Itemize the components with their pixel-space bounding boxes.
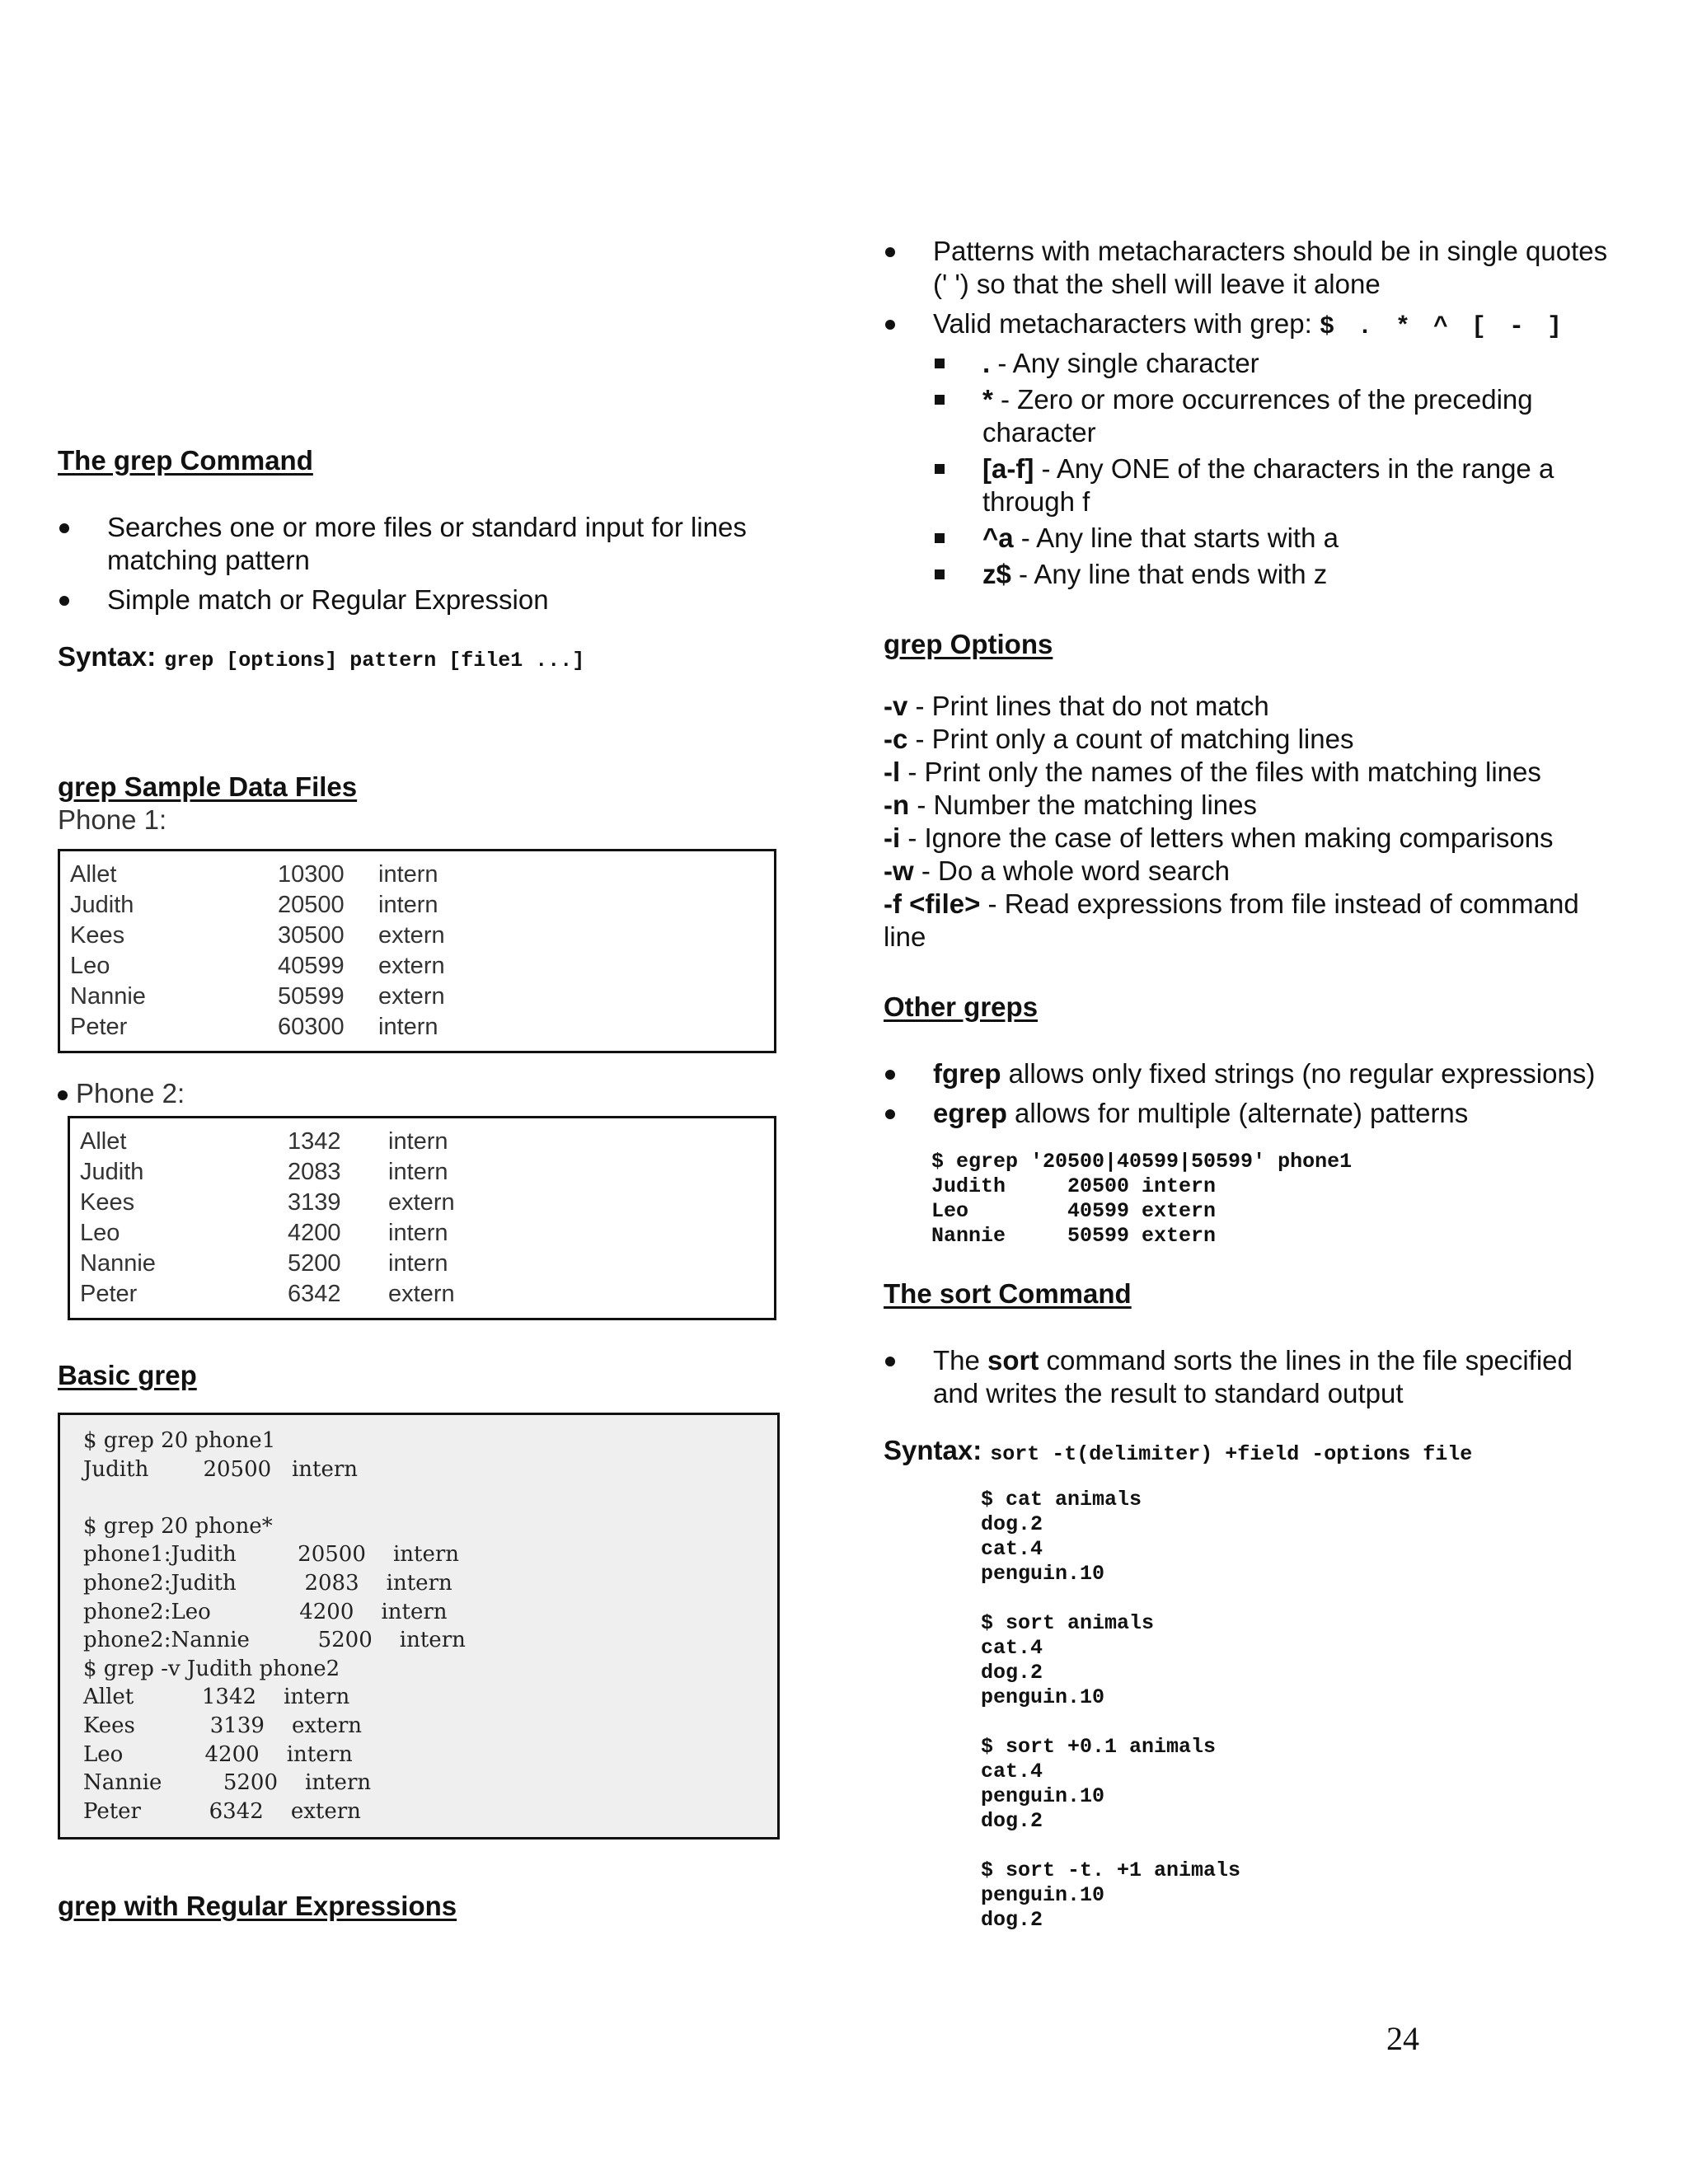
table-cell: 40599 (278, 953, 345, 979)
table-row (70, 1249, 774, 1279)
option-item: -c - Print only a count of matching lines (884, 724, 1354, 754)
table-row (70, 1157, 774, 1188)
basic-grep-heading: Basic grep (58, 1360, 197, 1390)
left-column (58, 445, 791, 1922)
right-column (884, 235, 1625, 1933)
option-item: -l - Print only the names of the files with matching lines (884, 757, 1541, 787)
table-cell: intern (388, 1250, 448, 1277)
list-item (884, 307, 1625, 591)
phone2-table (68, 1116, 776, 1320)
table-row (60, 982, 774, 1012)
table-cell: intern (388, 1128, 448, 1155)
table-cell: extern (388, 1189, 455, 1216)
table-row (60, 1012, 774, 1043)
egrep-code: $ egrep '20500|40599|50599' phone1 Judith 20500 intern Leo 40599 extern Nannie 50599 extern (931, 1150, 1353, 1248)
table-cell: 4200 (288, 1220, 341, 1246)
option-item: -f <file> - Read expressions from file instead of command line (884, 888, 1579, 952)
table-cell: extern (378, 983, 445, 1010)
grep-options-list (884, 690, 1625, 954)
list-item: egrep allows for multiple (alternate) patterns (884, 1097, 1625, 1130)
table-cell: intern (378, 892, 438, 918)
table-row (60, 860, 774, 890)
list-item: Patterns with metacharacters should be in single quotes (' ') so that the shell will leave it alone (884, 235, 1625, 301)
table-row (70, 1188, 774, 1218)
table-cell: Peter (70, 1014, 128, 1040)
table-row (70, 1127, 774, 1157)
table-cell: 2083 (288, 1159, 341, 1185)
regex-heading: grep with Regular Expressions (58, 1891, 457, 1922)
table-row (60, 951, 774, 982)
table-cell: 5200 (288, 1250, 341, 1277)
table-cell: 3139 (288, 1189, 341, 1216)
list-item: . - Any single character (933, 347, 1625, 380)
sort-examples: $ cat animals dog.2 cat.4 penguin.10 $ sort animals cat.4 dog.2 penguin.10 $ sort +0.1 animals cat.4 penguin.10 dog.2 $ sort -t. +1 animals penguin.10 dog.2 (981, 1488, 1241, 1932)
grep-options-heading: grep Options (884, 629, 1053, 659)
grep-syntax (58, 641, 791, 673)
table-cell: 30500 (278, 922, 345, 949)
table-cell: intern (388, 1220, 448, 1246)
table-cell: Nannie (70, 983, 146, 1010)
table-cell: extern (378, 922, 445, 949)
option-item: -n - Number the matching lines (884, 790, 1258, 820)
phone2-caption (58, 1078, 791, 1109)
list-item: z$ - Any line that ends with z (933, 558, 1625, 591)
list-item: * - Zero or more occurrences of the preceding character (933, 383, 1625, 449)
phone1-table (58, 849, 776, 1053)
table-cell: intern (378, 861, 438, 888)
table-row (60, 890, 774, 921)
table-row (70, 1218, 774, 1249)
option-item: -i - Ignore the case of letters when making comparisons (884, 823, 1554, 853)
metachar-list: $ . * ^ [ - ] (1319, 313, 1562, 341)
table-cell: Judith (80, 1159, 144, 1185)
syntax-command: sort -t(delimiter) +field -options file (990, 1442, 1473, 1466)
other-greps-list (884, 1057, 1625, 1130)
table-cell: Leo (70, 953, 110, 979)
table-cell: intern (378, 1014, 438, 1040)
table-cell: 50599 (278, 983, 345, 1010)
list-item: The sort command sorts the lines in the file specified and writes the result to standard output (884, 1344, 1625, 1410)
bullet-icon (58, 1090, 68, 1100)
sample-files-heading: grep Sample Data Files (58, 771, 358, 802)
table-cell: extern (378, 953, 445, 979)
metachar-bullet-list (884, 235, 1625, 591)
syntax-label: Syntax: (58, 641, 157, 672)
metachar-label: Valid metacharacters with grep: (933, 308, 1312, 339)
sort-syntax (884, 1435, 1625, 1466)
table-cell: 60300 (278, 1014, 345, 1040)
other-greps-heading: Other greps (884, 991, 1039, 1022)
table-cell: Allet (80, 1128, 127, 1155)
syntax-label: Syntax: (884, 1435, 982, 1465)
list-item: Searches one or more files or standard input for lines matching pattern (58, 511, 791, 577)
metachar-sublist (933, 347, 1625, 591)
basic-grep-code: $ grep 20 phone1 Judith 20500 intern $ grep 20 phone* phone1:Judith 20500 intern phone2:Judith 2083 intern phone2:Leo 4200 intern phone2:Nannie 5200 intern $ grep -v Judith phone2 Allet 1342 intern Kees 3139 extern Leo 4200 intern Nannie 5200 intern Peter 6342 extern (58, 1413, 780, 1840)
syntax-command: grep [options] pattern [file1 ...] (164, 649, 585, 673)
table-cell: Judith (70, 892, 134, 918)
phone2-label: Phone 2: (76, 1078, 185, 1108)
list-item: fgrep allows only fixed strings (no regular expressions) (884, 1057, 1625, 1090)
sort-bullet-list (884, 1344, 1625, 1410)
list-item: ^a - Any line that starts with a (933, 522, 1625, 555)
table-cell: Kees (70, 922, 125, 949)
table-cell: Allet (70, 861, 117, 888)
list-item: [a-f] - Any ONE of the characters in the range a through f (933, 452, 1625, 518)
table-cell: 10300 (278, 861, 345, 888)
table-row (60, 921, 774, 951)
sort-heading: The sort Command (884, 1278, 1132, 1309)
table-cell: Leo (80, 1220, 120, 1246)
table-cell: extern (388, 1281, 455, 1307)
list-item: Simple match or Regular Expression (58, 583, 791, 616)
grep-bullet-list (58, 511, 791, 616)
table-cell: intern (388, 1159, 448, 1185)
table-row (70, 1279, 774, 1310)
table-cell: Kees (80, 1189, 135, 1216)
table-cell: 20500 (278, 892, 345, 918)
table-cell: Nannie (80, 1250, 156, 1277)
table-cell: 1342 (288, 1128, 341, 1155)
page-number: 24 (1386, 2020, 1419, 2057)
table-cell: 6342 (288, 1281, 341, 1307)
option-item: -w - Do a whole word search (884, 855, 1231, 886)
option-item: -v - Print lines that do not match (884, 691, 1269, 721)
table-cell: Peter (80, 1281, 138, 1307)
grep-command-heading: The grep Command (58, 445, 313, 476)
phone1-label: Phone 1: (58, 804, 167, 835)
